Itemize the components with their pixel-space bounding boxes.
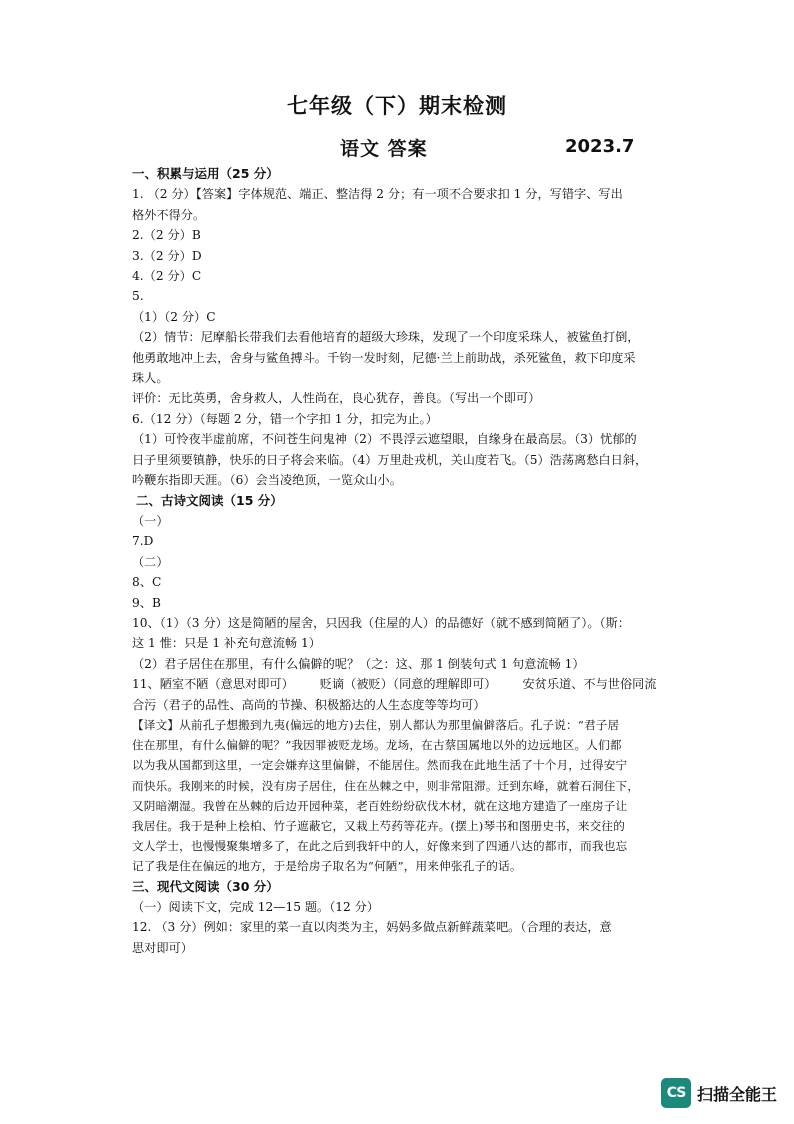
answer-line: 10、（1）（3 分）这是简陋的屋舍，只因我（住屋的人）的品德好（就不感到简陋了）。（斯： xyxy=(132,615,630,630)
answer-line: 12. （3 分）例如：家里的菜一直以肉类为主，妈妈多做点新鲜蔬菜吧。（合理的表达，意 xyxy=(132,920,612,935)
answer-segment: 安贫乐道、不与世俗同流 xyxy=(522,677,657,692)
answer-line: 而快乐。我刚来的时候，没有房子居住，住在丛棘之中，则非常阻滞。迁到东峰，就着石洞住下， xyxy=(132,778,640,793)
answer-line: 1. （2 分）【答案】字体规范、端正、整洁得 2 分；有一项不合要求扣 1 分，写错字、写出 xyxy=(132,187,623,202)
answer-line: 日子里须要镇静，快乐的日子将会来临。（4）万里赴戎机，关山度若飞。（5）浩荡离愁白日斜， xyxy=(132,452,648,467)
answer-line: （二） xyxy=(132,554,169,569)
answer-line: 格外不得分。 xyxy=(132,207,206,222)
page-title: 七年级（下）期末检测 xyxy=(287,94,507,118)
answer-segment: 11、陋室不陋（意思对即可） xyxy=(132,677,294,692)
answer-line: 6.（12 分）（每题 2 分，错一个字扣 1 分，扣完为止。） xyxy=(132,411,438,426)
answer-line: 他勇敢地冲上去，舍身与鲨鱼搏斗。千钧一发时刻，尼德·兰上前助战，杀死鲨鱼，救下印度采 xyxy=(132,350,636,365)
answer-line: （1）（2 分）C xyxy=(132,309,216,324)
answer-line xyxy=(132,674,670,694)
answer-line: 4.（2 分）C xyxy=(132,269,202,284)
answer-line: 这 1 惟：只是 1 补充句意流畅 1） xyxy=(132,636,321,651)
camscanner-logo-icon: CS xyxy=(661,1078,691,1108)
answer-line: 7.D xyxy=(132,534,154,549)
section-heading: 一、积累与运用（25 分） xyxy=(132,166,279,181)
answer-line: 文人学士，也慢慢聚集增多了，在此之后到我轩中的人，好像来到了四通八达的都市，而我也忘 xyxy=(132,839,628,854)
answer-content xyxy=(132,164,670,958)
answer-line: 2.（2 分）B xyxy=(132,228,201,243)
answer-line: 吟鞭东指即天涯。（6）会当凌绝顶，一览众山小。 xyxy=(132,473,402,488)
answer-line: （一）阅读下文，完成 12—15 题。（12 分） xyxy=(132,900,380,914)
answer-line: 3.（2 分）D xyxy=(132,248,202,263)
answer-line: 珠人。 xyxy=(132,371,169,386)
answer-line: 以为我从国都到这里，一定会嫌弃这里偏僻，不能居住。然而我在此地生活了十个月，过得安宁 xyxy=(132,758,628,773)
answer-line: 住在那里，有什么偏僻的呢？”我因罪被贬龙场。龙场，在古蔡国属地以外的边远地区。人们都 xyxy=(132,738,622,753)
page-subtitle: 语文 答案 xyxy=(340,138,428,160)
answer-line: 我居住。我于是种上桧柏、竹子遮蔽它，又栽上芍药等花卉。(摆上)琴书和图册史书，来交往的 xyxy=(132,818,625,833)
answer-line: 合污（君子的品性、高尚的节操、积极豁达的人生态度等等均可） xyxy=(132,697,486,712)
exam-date: 2023.7 xyxy=(565,136,635,157)
answer-line: 9、B xyxy=(132,595,161,610)
answer-line: 记了我是住在偏远的地方，于是给房子取名为“何陋”，用来伸张孔子的话。 xyxy=(132,859,522,874)
section-heading: 三、现代文阅读（30 分） xyxy=(132,878,279,894)
answer-line: （一） xyxy=(132,513,169,528)
answer-line: （2）情节：尼摩船长带我们去看他培育的超级大珍珠，发现了一个印度采珠人，被鲨鱼打倒， xyxy=(132,330,640,345)
answer-line: 5. xyxy=(132,289,144,304)
answer-line: （2）君子居住在那里，有什么偏僻的呢？（之：这、那 1 倒装句式 1 句意流畅 1） xyxy=(132,656,585,671)
answer-line: 8、C xyxy=(132,575,162,590)
answer-segment: 贬谪（被贬）（同意的理解即可） xyxy=(319,677,497,692)
scanner-brand-text: 扫描全能王 xyxy=(697,1084,778,1104)
answer-line: 【译文】从前孔子想搬到九夷(偏远的地方)去住，别人都认为那里偏僻落后。孔子说：“君子居 xyxy=(132,717,620,732)
answer-line: （1）可怜夜半虚前席，不问苍生问鬼神（2）不畏浮云遮望眼，自缘身在最高层。（3）忧郁的 xyxy=(132,432,637,447)
section-heading: 二、古诗文阅读（15 分） xyxy=(136,492,283,508)
answer-line: 评价：无比英勇，舍身救人，人性尚在，良心犹存，善良。（写出一个即可） xyxy=(132,391,541,406)
scanner-watermark xyxy=(661,1078,777,1108)
answer-line: 思对即可） xyxy=(132,940,193,955)
answer-line: 又阴暗潮湿。我曾在丛棘的后边开园种菜，老百姓纷纷砍伐木材，就在这地方建造了一座房子让 xyxy=(132,798,628,813)
